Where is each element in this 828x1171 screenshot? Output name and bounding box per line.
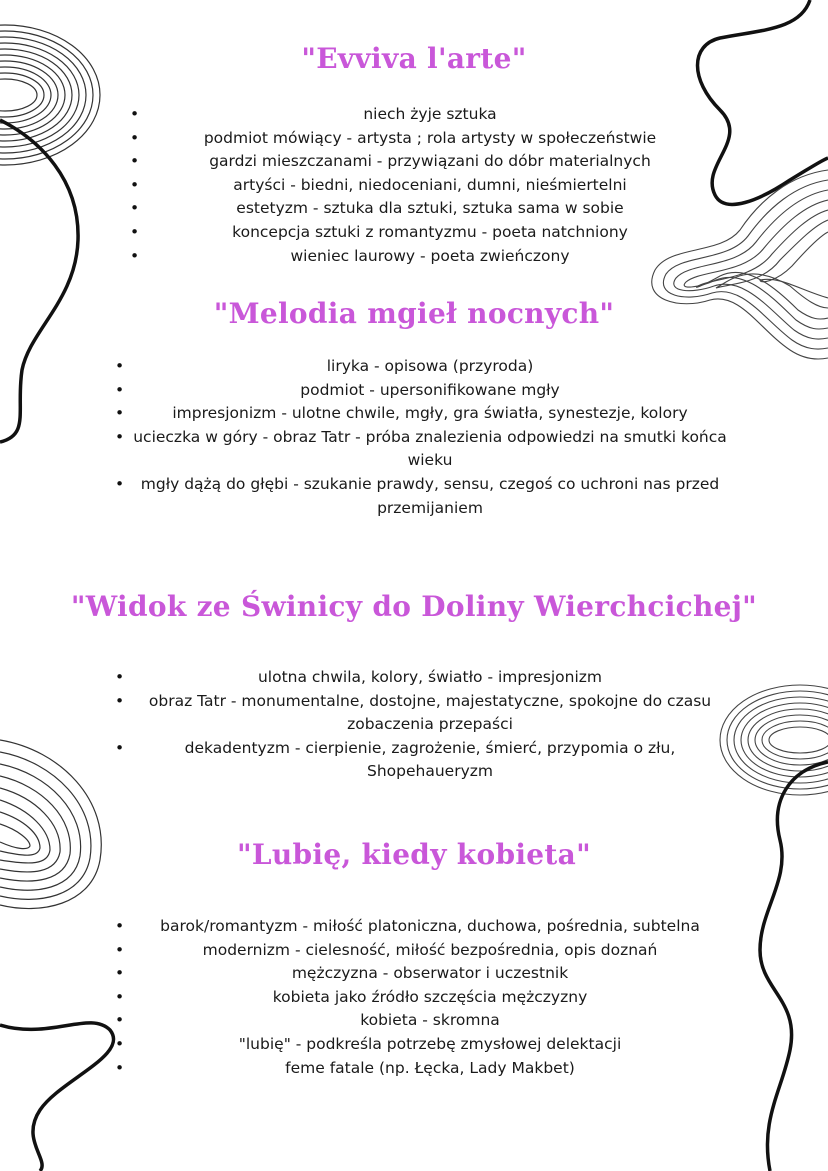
list-item: • artyści - biedni, niedoceniani, dumni, nieśmiertelni <box>145 174 715 198</box>
list-item: • modernizm - cielesność, miłość bezpośrednia, opis doznań <box>130 939 730 963</box>
section-title-lubie: "Lubię, kiedy kobieta" <box>237 838 591 871</box>
list-item: • barok/romantyzm - miłość platoniczna, duchowa, pośrednia, subtelna <box>130 915 730 939</box>
list-item: • "lubię" - podkreśla potrzebę zmysłowej delektacji <box>130 1033 730 1057</box>
list-item: • feme fatale (np. Łęcka, Lady Makbet) <box>130 1057 730 1081</box>
concentric-rings-right <box>720 685 828 795</box>
list-item: • ucieczka w góry - obraz Tatr - próba znalezienia odpowiedzi na smutki końca wieku <box>130 426 730 473</box>
list-item: • mgły dążą do głębi - szukanie prawdy, sensu, czegoś co uchroni nas przed przemijaniem <box>130 473 730 520</box>
list-item: • dekadentyzm - cierpienie, zagrożenie, śmierć, przypomia o złu, Shopehaueryzm <box>130 737 730 784</box>
list-melodia <box>130 355 730 520</box>
list-item: • kobieta - skromna <box>130 1009 730 1033</box>
section-title-evviva: "Evviva l'arte" <box>301 42 527 75</box>
list-item: • impresjonizm - ulotne chwile, mgły, gra światła, synestezje, kolory <box>130 402 730 426</box>
wave-line-bottom-right <box>760 762 828 1171</box>
list-item: • obraz Tatr - monumentalne, dostojne, majestatyczne, spokojne do czasu zobaczenia przepaści <box>130 690 730 737</box>
list-item: • niech żyje sztuka <box>145 103 715 127</box>
list-item: • podmiot - upersonifikowane mgły <box>130 379 730 403</box>
list-item: • liryka - opisowa (przyroda) <box>130 355 730 379</box>
list-item: • wieniec laurowy - poeta zwieńczony <box>145 245 715 269</box>
list-item: • mężczyzna - obserwator i uczestnik <box>130 962 730 986</box>
list-item: • gardzi mieszczanami - przywiązani do dóbr materialnych <box>145 150 715 174</box>
list-widok <box>130 666 730 784</box>
list-item: • koncepcja sztuki z romantyzmu - poeta natchniony <box>145 221 715 245</box>
section-title-widok: "Widok ze Świnicy do Doliny Wierchcichej" <box>70 590 758 623</box>
wave-line-top-right <box>698 0 828 204</box>
list-item: • ulotna chwila, kolory, światło - impresjonizm <box>130 666 730 690</box>
list-evviva <box>145 103 715 268</box>
list-item: • estetyzm - sztuka dla sztuki, sztuka sama w sobie <box>145 197 715 221</box>
wave-line-left <box>0 120 78 442</box>
concentric-rings-bottom-left <box>0 740 101 909</box>
list-lubie <box>130 915 730 1080</box>
list-item: • kobieta jako źródło szczęścia mężczyzny <box>130 986 730 1010</box>
wave-line-bottom-left <box>0 1023 114 1171</box>
section-title-melodia: "Melodia mgieł nocnych" <box>213 297 615 330</box>
list-item: • podmiot mówiący - artysta ; rola artysty w społeczeństwie <box>145 127 715 151</box>
